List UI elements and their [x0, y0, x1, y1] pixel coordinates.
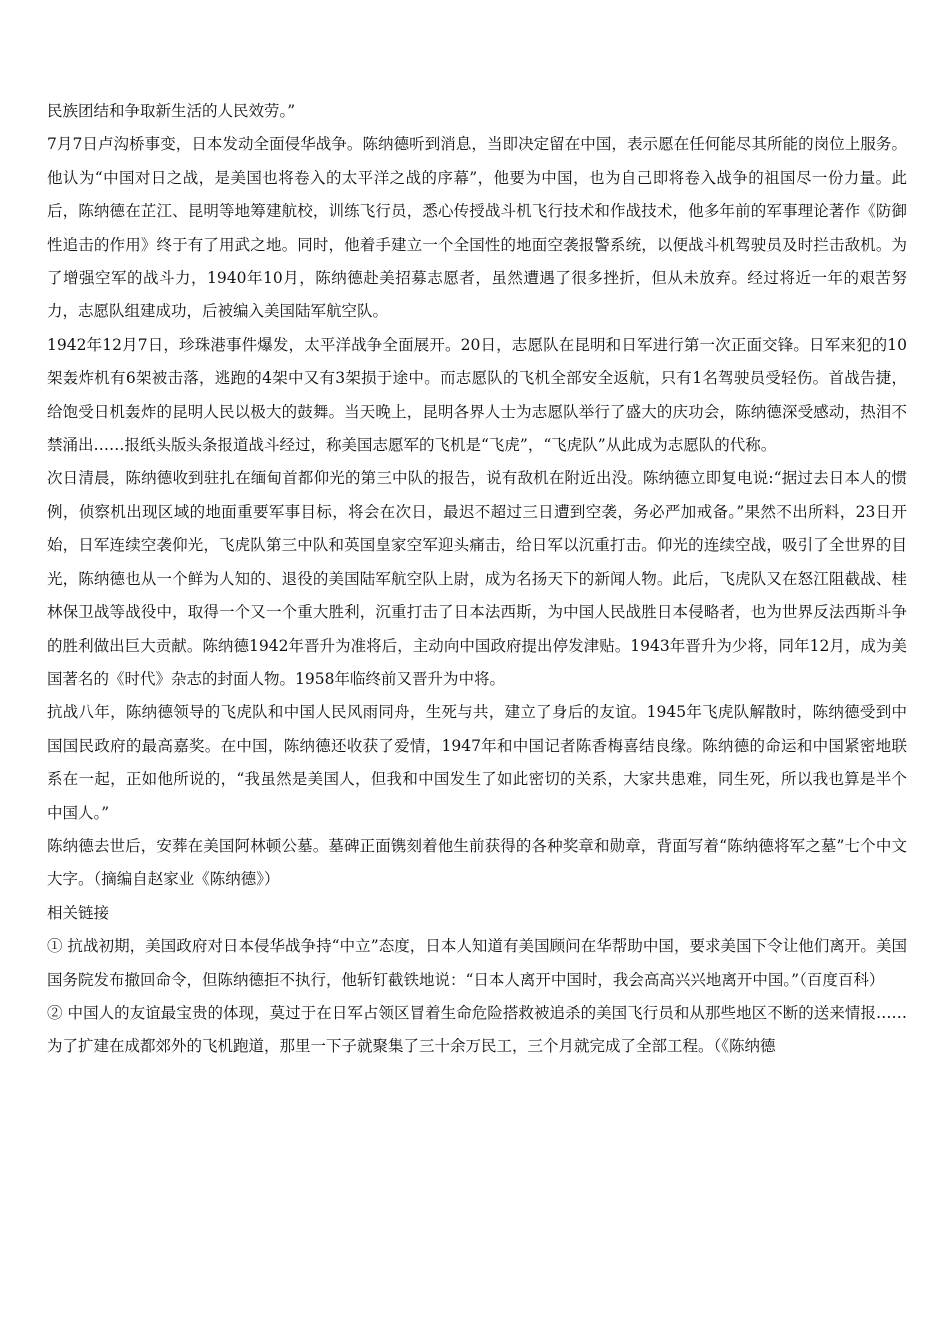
related-link-item-2: ② 中国人的友谊最宝贵的体现，莫过于在日军占领区冒着生命危险搭救被追杀的美国飞行员和从那些地区不断的送来情报……为了扩建在成都郊外的飞机跑道，那里一下子就聚集了三十余万民工，三个月就完成了全部工程。（《陈纳德	[47, 1003, 907, 1056]
paragraph-intro-tail: 民族团结和争取新生活的人民效劳。”	[47, 102, 296, 120]
paragraph-pearl-harbor: 1942年12月7日，珍珠港事件爆发，太平洋战争全面展开。20日，志愿队在昆明和日军进行第一次正面交锋。日军来犯的10架轰炸机有6架被击落，逃跑的4架中又有3架损于途中。而志愿队的飞机全部安全返航，只有1名驾驶员受轻伤。首战告捷，给饱受日机轰炸的昆明人民以极大的鼓舞。当天晚上，昆明各界人士为志愿队举行了盛大的庆功会，陈纳德深受感动，热泪不禁涌出……报纸头版头条报道战斗经过，称美国志愿军的飞机是“飞虎”，“飞虎队”从此成为志愿队的代称。	[47, 335, 907, 455]
paragraph-eight-years: 抗战八年，陈纳德领导的飞虎队和中国人民风雨同舟，生死与共，建立了身后的友谊。1945年飞虎队解散时，陈纳德受到中国国民政府的最高嘉奖。在中国，陈纳德还收获了爱情，1947年和中国记者陈香梅喜结良缘。陈纳德的命运和中国紧密地联系在一起，正如他所说的，“我虽然是美国人，但我和中国发生了如此密切的关系，大家共患难，同生死，所以我也算是半个中国人。”	[47, 703, 907, 822]
document-page	[47, 95, 907, 1064]
paragraph-burial: 陈纳德去世后，安葬在美国阿林顿公墓。墓碑正面镌刻着他生前获得的各种奖章和勋章，背面写着“陈纳德将军之墓”七个中文大字。（摘编自赵家业《陈纳德》）	[47, 836, 907, 889]
paragraph-rangoon-battle: 次日清晨，陈纳德收到驻扎在缅甸首都仰光的第三中队的报告，说有敌机在附近出没。陈纳德立即复电说:“据过去日本人的惯例，侦察机出现区域的地面重要军事目标，将会在次日，最迟不超过三日遭到空袭，务必严加戒备。”果然不出所料，23日开始，日军连续空袭仰光，飞虎队第三中队和英国皇家空军迎头痛击，给日军以沉重打击。仰光的连续空战，吸引了全世界的目光，陈纳德也从一个鲜为人知的、退役的美国陆军航空队上尉，成为名扬天下的新闻人物。此后，飞虎队又在怒江阻截战、桂林保卫战等战役中，取得一个又一个重大胜利，沉重打击了日本法西斯，为中国人民战胜日本侵略者，也为世界反法西斯斗争的胜利做出巨大贡献。陈纳德1942年晋升为准将后，主动向中国政府提出停发津贴。1943年晋升为少将，同年12月，成为美国著名的《时代》杂志的封面人物。1958年临终前又晋升为中将。	[47, 469, 907, 688]
related-link-item-1: ① 抗战初期，美国政府对日本侵华战争持“中立”态度，日本人知道有美国顾问在华帮助中国，要求美国下令让他们离开。美国国务院发布撤回命令，但陈纳德拒不执行，他斩钉截铁地说：“日本人离开中国时，我会高高兴兴地离开中国。”（百度百科）	[47, 937, 907, 989]
related-links-heading: 相关链接	[47, 903, 110, 922]
paragraph-marco-polo-bridge: 7月7日卢沟桥事变，日本发动全面侵华战争。陈纳德听到消息，当即决定留在中国，表示愿在任何能尽其所能的岗位上服务。他认为“中国对日之战，是美国也将卷入的太平洋之战的序幕”，他要为中国，也为自己即将卷入战争的祖国尽一份力量。此后，陈纳德在芷江、昆明等地筹建航校，训练飞行员，悉心传授战斗机飞行技术和作战技术，他多年前的军事理论著作《防御性追击的作用》终于有了用武之地。同时，他着手建立一个全国性的地面空袭报警系统，以便战斗机驾驶员及时拦击敌机。为了增强空军的战斗力，1940年10月，陈纳德赴美招募志愿者，虽然遭遇了很多挫折，但从未放弃。经过将近一年的艰苦努力，志愿队组建成功，后被编入美国陆军航空队。	[47, 135, 907, 321]
